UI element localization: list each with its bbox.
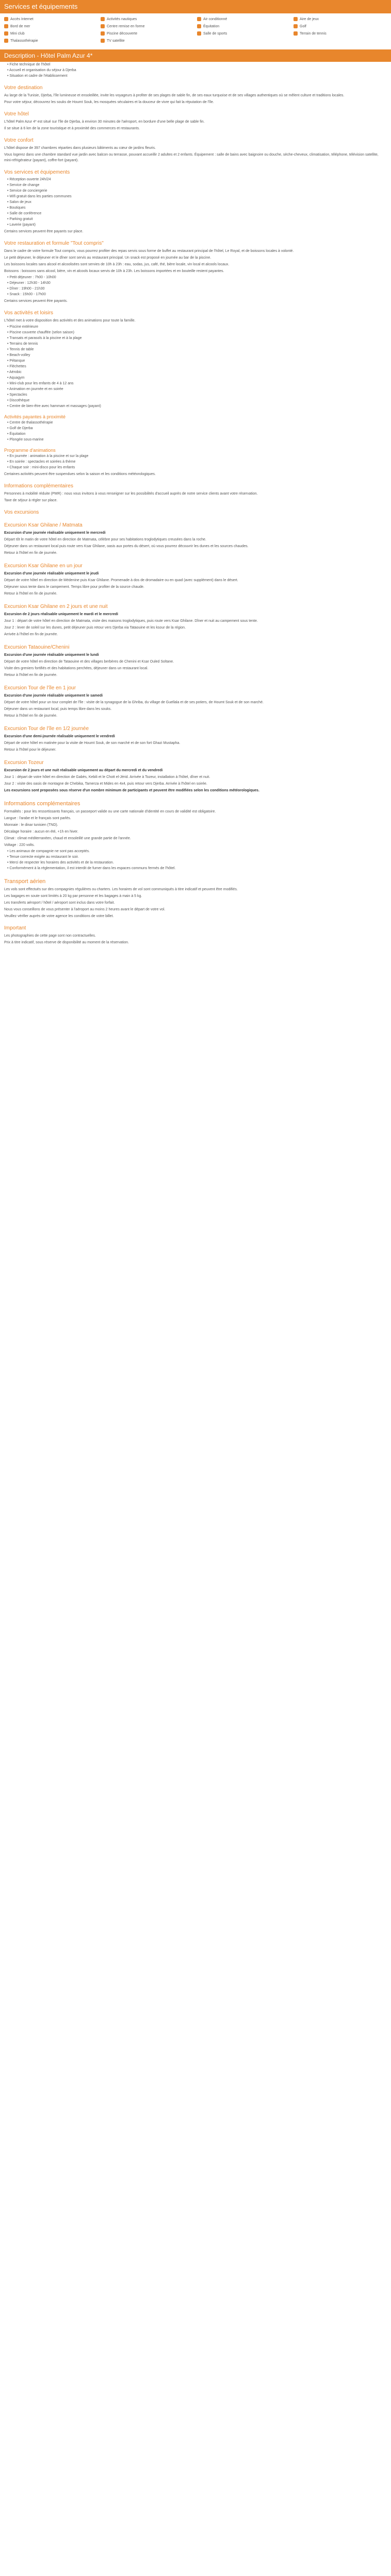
document-paragraph: Voltage : 220 volts. bbox=[4, 843, 35, 847]
complements-body bbox=[0, 491, 391, 503]
wifi-icon bbox=[4, 17, 8, 21]
document-note: • Conformément à la réglementation, il est interdit de fumer dans les espaces communs fermés de l'hôtel. bbox=[7, 866, 387, 871]
documents-body bbox=[0, 809, 391, 871]
document-note: • Merci de respecter les horaires des activités et de la restauration. bbox=[7, 860, 387, 866]
resto-hours: • Petit déjeuner : 7h00 - 10h00 bbox=[7, 275, 387, 280]
room-icon bbox=[101, 39, 105, 43]
service-item bbox=[197, 31, 290, 36]
resto-paragraph: Le petit déjeuner, le déjeuner et le dîner sont servis au restaurant principal. Un snack est proposé en journée au bar de la piscine. bbox=[4, 256, 211, 260]
section-paragraph: Vous logerez dans une chambre standard vue jardin avec balcon ou terrasse, pouvant accueillir 2 adultes et 2 enfants. Équipement : salle de bains avec baignoire ou douche, sèche-cheveux, climatisation, téléphone, télévision satellite, mini-réfrigérateur (payant), coffre-fort (payant). bbox=[4, 153, 379, 162]
tour-meta: Excursion d'une journée réalisable uniquement le samedi bbox=[4, 694, 103, 698]
service-label: Thalassothérapie bbox=[10, 39, 38, 43]
document-paragraph: Monnaie : le dinar tunisien (TND). bbox=[4, 823, 58, 827]
tour-paragraph: Déjeuner dans un restaurant local puis route vers Ksar Ghilane, oasis aux portes du désert, où vous pourrez découvrir les dunes et les sources chaudes. bbox=[4, 545, 249, 548]
service-line: • Réception ouverte 24h/24 bbox=[7, 177, 387, 182]
service-line: • Salle de conférence bbox=[7, 211, 387, 216]
section-paragraph: L'hôtel dispose de 397 chambres réparties dans plusieurs bâtiments au cœur de jardins fleuris. bbox=[4, 146, 156, 150]
service-label: Équitation bbox=[203, 24, 220, 28]
bar2-icon bbox=[4, 24, 8, 28]
service-label: TV satellite bbox=[107, 39, 125, 43]
program-item: • En soirée : spectacles et soirées à thème bbox=[7, 460, 387, 465]
intro-line: • Situation et cadre de l'établissement bbox=[7, 74, 387, 79]
activites-note: Certaines activités peuvent être suspendues selon la saison et les conditions météorologiques. bbox=[4, 472, 156, 476]
activity-item: • Beach-volley bbox=[7, 353, 387, 358]
excursions-body bbox=[0, 522, 391, 787]
transport-paragraph: Les bagages en soute sont limités à 20 kg par personne et les bagages à main à 5 kg. bbox=[4, 894, 142, 898]
tour-paragraph: Retour à l'hôtel en fin de journée. bbox=[4, 714, 57, 718]
footer-body bbox=[0, 933, 391, 945]
service-item bbox=[294, 16, 387, 22]
transport-paragraph: Veuillez vérifier auprès de votre agence les conditions de votre billet. bbox=[4, 914, 114, 918]
bar-icon bbox=[294, 17, 298, 21]
service-item bbox=[294, 31, 387, 36]
service-label: Activités nautiques bbox=[107, 17, 137, 21]
transport-paragraph: Nous vous conseillons de vous présenter à l'aéroport au moins 2 heures avant le départ de votre vol. bbox=[4, 908, 166, 911]
section-paragraph: Il se situe à 6 km de la zone touristique et à proximité des commerces et restaurants. bbox=[4, 127, 140, 130]
tour-meta: Excursion de 2 jours réalisable uniquement le mardi et le mercredi bbox=[4, 613, 118, 616]
footer-paragraph: Prix à titre indicatif, sous réserve de disponibilité au moment de la réservation. bbox=[4, 941, 129, 944]
activities-icon bbox=[101, 17, 105, 21]
activites-paragraph: L'hôtel met à votre disposition des activités et des animations pour toute la famille. bbox=[4, 319, 136, 323]
paid-activity-item: • Plongée sous-marine bbox=[7, 437, 387, 443]
service-label: Bord de mer bbox=[10, 24, 30, 28]
pool-icon bbox=[197, 24, 201, 28]
activites-subtitle: Activités payantes à proximité bbox=[4, 414, 66, 419]
service-line: • Salon de jeux bbox=[7, 200, 387, 205]
program-title: Programme d'animations bbox=[4, 448, 56, 453]
hotel-services-note: Certains services peuvent être payants sur place. bbox=[4, 230, 84, 233]
services-title: Services et équipements bbox=[0, 0, 391, 13]
service-item bbox=[101, 16, 194, 22]
tour-paragraph: Départ de votre hôtel pour un tour complet de l'île : visite de la synagogue de la Ghriba, du village de Guellala et de ses potiers, de Houmt Souk et de son marché. bbox=[4, 701, 264, 704]
tour-paragraph: Retour à l'hôtel en fin de journée. bbox=[4, 673, 57, 677]
activity-item: • Transats et parasols à la piscine et à la plage bbox=[7, 336, 387, 341]
tour-title: Excursion Ksar Ghilane / Matmata bbox=[4, 522, 83, 528]
tour-meta: Excursion d'une journée réalisable uniquement le lundi bbox=[4, 653, 99, 657]
swim-icon bbox=[101, 31, 105, 36]
service-item bbox=[101, 38, 194, 43]
sections bbox=[0, 85, 391, 163]
spa-icon bbox=[197, 31, 201, 36]
tv-icon bbox=[4, 39, 8, 43]
section-paragraph: L'hôtel Palm Azur 4* est situé sur l'île de Djerba, à environ 30 minutes de l'aéroport, en bordure d'une belle plage de sable fin. bbox=[4, 120, 205, 124]
service-line: • Laverie (payant) bbox=[7, 223, 387, 228]
ac-icon bbox=[197, 17, 201, 21]
service-label: Aire de jeux bbox=[300, 17, 319, 21]
activity-item: • Terrains de tennis bbox=[7, 342, 387, 347]
tour-meta: Excursion d'une journée réalisable uniquement le jeudi bbox=[4, 572, 99, 575]
tour-paragraph: Départ de votre hôtel en matinée pour la visite de Houmt Souk, de son marché et de son fort Ghazi Mustapha. bbox=[4, 741, 181, 745]
services-grid bbox=[0, 13, 391, 45]
section-paragraph: Au large de la Tunisie, Djerba, l'île lumineuse et ensoleillée, invite les voyageurs à profiter de ses plages de sable fin, de ses eaux turquoise et de ses villages authentiques où se mêlent culture et traditions locales. bbox=[4, 94, 345, 97]
section-paragraph: Pour votre séjour, découvrez les souks de Houmt Souk, les mosquées séculaires et la douceur de vivre qui fait la réputation de l'île. bbox=[4, 100, 214, 104]
resto-hours: • Dîner : 19h00 - 21h30 bbox=[7, 286, 387, 292]
program-item: • En journée : animation à la piscine et sur la plage bbox=[7, 454, 387, 459]
tour-paragraph: Jour 2 : lever de soleil sur les dunes, petit déjeuner puis retour vers Djerba via Tataouine et les ksour de la région. bbox=[4, 626, 186, 630]
service-label: Golf bbox=[300, 24, 306, 28]
resto-paragraph: Les boissons locales sans alcool et alcoolisées sont servies de 10h à 23h : eau, sodas, jus, café, thé, bière locale, vin local et alcools locaux. bbox=[4, 263, 230, 266]
tour-paragraph: Départ de votre hôtel en direction de Tataouine et des villages berbères de Chenini et Ksar Ouled Soltane. bbox=[4, 660, 174, 664]
excursions-note: Les excursions sont proposées sous réserve d'un nombre minimum de participants et peuvent être modifiées selon les conditions météorologiques. bbox=[4, 789, 259, 792]
kids-icon bbox=[4, 31, 8, 36]
section-title: Votre hôtel bbox=[4, 111, 29, 117]
program-item: • Chaque soir : mini-disco pour les enfants bbox=[7, 465, 387, 470]
activity-item: • Spectacles bbox=[7, 393, 387, 398]
intro-line: • Accueil et organisation du séjour à Djerba bbox=[7, 68, 387, 73]
service-item bbox=[197, 16, 290, 22]
transport-paragraph: Les vols sont effectués sur des compagnies régulières ou charters. Les horaires de vol sont communiqués à titre indicatif et peuvent être modifiés. bbox=[4, 888, 238, 891]
paid-activity-item: • Golf de Djerba bbox=[7, 426, 387, 431]
tour-title: Excursion Ksar Ghilane en un jour bbox=[4, 563, 83, 569]
transport-paragraph: Les transferts aéroport / hôtel / aéroport sont inclus dans votre forfait. bbox=[4, 901, 115, 905]
hotel-title: Description - Hôtel Palm Azur 4* bbox=[0, 49, 391, 62]
service-item bbox=[4, 24, 97, 29]
footer-paragraph: Les photographies de cette page sont non contractuelles. bbox=[4, 934, 96, 938]
tour-paragraph: Jour 1 : départ de votre hôtel en direction de Gabès, Kebili et le Chott el-Jérid. Arrivée à Tozeur, installation à l'hôtel, dîner et nuit. bbox=[4, 775, 210, 779]
documents-title: Informations complémentaires bbox=[4, 801, 80, 807]
footer-title: Important bbox=[4, 925, 26, 931]
document-paragraph: Climat : climat méditerranéen, chaud et ensoleillé une grande partie de l'année. bbox=[4, 837, 131, 840]
paid-activity-item: • Centre de thalassothérapie bbox=[7, 420, 387, 426]
tour-paragraph: Départ tôt le matin de votre hôtel en direction de Matmata, célèbre pour ses habitations troglodytiques creusées dans la roche. bbox=[4, 538, 206, 541]
tour-paragraph: Visite des greniers fortifiés et des habitations perchées, déjeuner dans un restaurant local. bbox=[4, 667, 149, 670]
tour-meta: Excursion d'une journée réalisable uniquement le mercredi bbox=[4, 531, 106, 535]
tour-paragraph: Retour à l'hôtel pour le déjeuner. bbox=[4, 748, 56, 752]
tour-paragraph: Retour à l'hôtel en fin de journée. bbox=[4, 551, 57, 555]
tour-paragraph: Départ de votre hôtel en direction de Médenine puis Ksar Ghilane. Promenade à dos de dromadaire ou en quad (avec supplément) dans le désert. bbox=[4, 579, 238, 582]
complement-paragraph: Taxe de séjour à régler sur place. bbox=[4, 499, 58, 502]
service-label: Accès Internet bbox=[10, 17, 34, 21]
service-line: • Boutiques bbox=[7, 206, 387, 211]
section-title: Votre confort bbox=[4, 138, 34, 143]
tour-paragraph: Déjeuner dans un restaurant local, puis temps libre dans les souks. bbox=[4, 707, 112, 711]
complement-paragraph: Personnes à mobilité réduite (PMR) : nous vous invitons à vous renseigner sur les possibilités d'accueil auprès de notre service clients avant votre réservation. bbox=[4, 492, 258, 496]
service-item bbox=[4, 31, 97, 36]
tour-title: Excursion Tour de l'île en 1/2 journée bbox=[4, 726, 89, 732]
activity-item: • Piscine extérieure bbox=[7, 325, 387, 330]
activity-item: • Mini-club pour les enfants de 4 à 12 ans bbox=[7, 381, 387, 386]
service-line: • Service de change bbox=[7, 183, 387, 188]
tour-meta: Excursion d'une demi-journée réalisable uniquement le vendredi bbox=[4, 735, 115, 738]
resto-paragraph: Boissons : boissons sans alcool, bière, vin et alcools locaux servis de 10h à 23h. Les boissons importées et en bouteille restent payantes. bbox=[4, 269, 224, 273]
tour-title: Excursion Tour de l'île en 1 jour bbox=[4, 685, 76, 691]
resto-hours: • Snack : 15h00 - 17h00 bbox=[7, 292, 387, 297]
service-line: • Wifi gratuit dans les parties communes bbox=[7, 194, 387, 199]
activity-item: • Piscine couverte chauffée (selon saison) bbox=[7, 330, 387, 335]
service-item bbox=[294, 24, 387, 29]
tour-meta: Excursion de 2 jours et une nuit réalisable uniquement au départ du mercredi et du vendredi bbox=[4, 769, 163, 772]
document-paragraph: Langue : l'arabe et le français sont parlés. bbox=[4, 817, 71, 820]
tour-paragraph: Déjeuner sous tente dans le campement. Temps libre pour profiter de la source chaude. bbox=[4, 585, 144, 589]
document-paragraph: Formalités : pour les ressortissants français, un passeport valide ou une carte nationale d'identité en cours de validité est obligatoire. bbox=[4, 810, 216, 814]
activity-item: • Pétanque bbox=[7, 359, 387, 364]
tour-paragraph: Arrivée à l'hôtel en fin de journée. bbox=[4, 633, 58, 636]
service-item bbox=[101, 31, 194, 36]
service-line: • Parking gratuit bbox=[7, 217, 387, 222]
service-line: • Service de conciergerie bbox=[7, 189, 387, 194]
activity-item: • Discothèque bbox=[7, 398, 387, 403]
document-paragraph: Décalage horaire : aucun en été, +1h en hiver. bbox=[4, 830, 78, 834]
transport-title: Transport aérien bbox=[4, 878, 46, 885]
restauration-note: Certains services peuvent être payants. bbox=[4, 299, 68, 303]
service-item bbox=[4, 38, 97, 43]
hotel-services-list bbox=[0, 177, 391, 228]
service-label: Air conditionné bbox=[203, 17, 227, 21]
golf-icon bbox=[294, 24, 298, 28]
tour-title: Excursion Ksar Ghilane en 2 jours et une nuit bbox=[4, 604, 108, 609]
document-note: • Les animaux de compagnie ne sont pas acceptés. bbox=[7, 849, 387, 854]
service-label: Salle de sports bbox=[203, 31, 227, 36]
tour-paragraph: Jour 1 : départ de votre hôtel en direction de Matmata, visite des maisons troglodytiques, puis route vers Ksar Ghilane. Dîner et nuit au campement sous tente. bbox=[4, 619, 258, 623]
restauration-body bbox=[0, 248, 391, 297]
service-label: Mini club bbox=[10, 31, 25, 36]
activity-item: • Fléchettes bbox=[7, 364, 387, 369]
activity-item: • Tennis de table bbox=[7, 347, 387, 352]
activity-item: • Aquagym bbox=[7, 376, 387, 381]
service-label: Terrain de tennis bbox=[300, 31, 327, 36]
tennis-icon bbox=[294, 31, 298, 36]
resto-paragraph: Dans le cadre de votre formule Tout compris, vous pourrez profiter des repas servis sous forme de buffet au restaurant principal de l'hôtel, Le Royal, et de boissons locales à volonté. bbox=[4, 249, 294, 253]
service-label: Centre remise en forme bbox=[107, 24, 145, 28]
hotel-services-title: Vos services et équipements bbox=[4, 170, 70, 175]
activites-body bbox=[0, 318, 391, 477]
restauration-title: Votre restauration et formule "Tout compris" bbox=[4, 241, 104, 246]
tour-paragraph: Jour 2 : visite des oasis de montagne de Chebika, Tamerza et Mides en 4x4, puis retour vers Djerba. Arrivée à l'hôtel en soirée. bbox=[4, 782, 207, 786]
activites-title: Vos activités et loisirs bbox=[4, 310, 54, 316]
resto-hours: • Déjeuner : 12h30 - 14h30 bbox=[7, 281, 387, 286]
service-label: Piscine découverte bbox=[107, 31, 138, 36]
service-item bbox=[4, 16, 97, 22]
service-item bbox=[197, 24, 290, 29]
activity-item: • Centre de bien-être avec hammam et massages (payant) bbox=[7, 404, 387, 409]
complements-title: Informations complémentaires bbox=[4, 483, 73, 489]
intro-line: • Fiche technique de l'hôtel bbox=[7, 62, 387, 67]
section-title: Votre destination bbox=[4, 85, 43, 91]
tour-title: Excursion Tataouine/Chenini bbox=[4, 645, 70, 650]
document-note: • Tenue correcte exigée au restaurant le soir. bbox=[7, 855, 387, 860]
excursions-title: Vos excursions bbox=[4, 510, 39, 515]
activity-item: • Animation en journée et en soirée bbox=[7, 387, 387, 392]
service-item bbox=[101, 24, 194, 29]
tour-paragraph: Retour à l'hôtel en fin de journée. bbox=[4, 592, 57, 596]
fitness-icon bbox=[101, 24, 105, 28]
activity-item: • Aérobic bbox=[7, 370, 387, 375]
tour-title: Excursion Tozeur bbox=[4, 760, 44, 766]
hotel-intro bbox=[0, 62, 391, 79]
paid-activity-item: • Équitation bbox=[7, 432, 387, 437]
transport-body bbox=[0, 887, 391, 919]
